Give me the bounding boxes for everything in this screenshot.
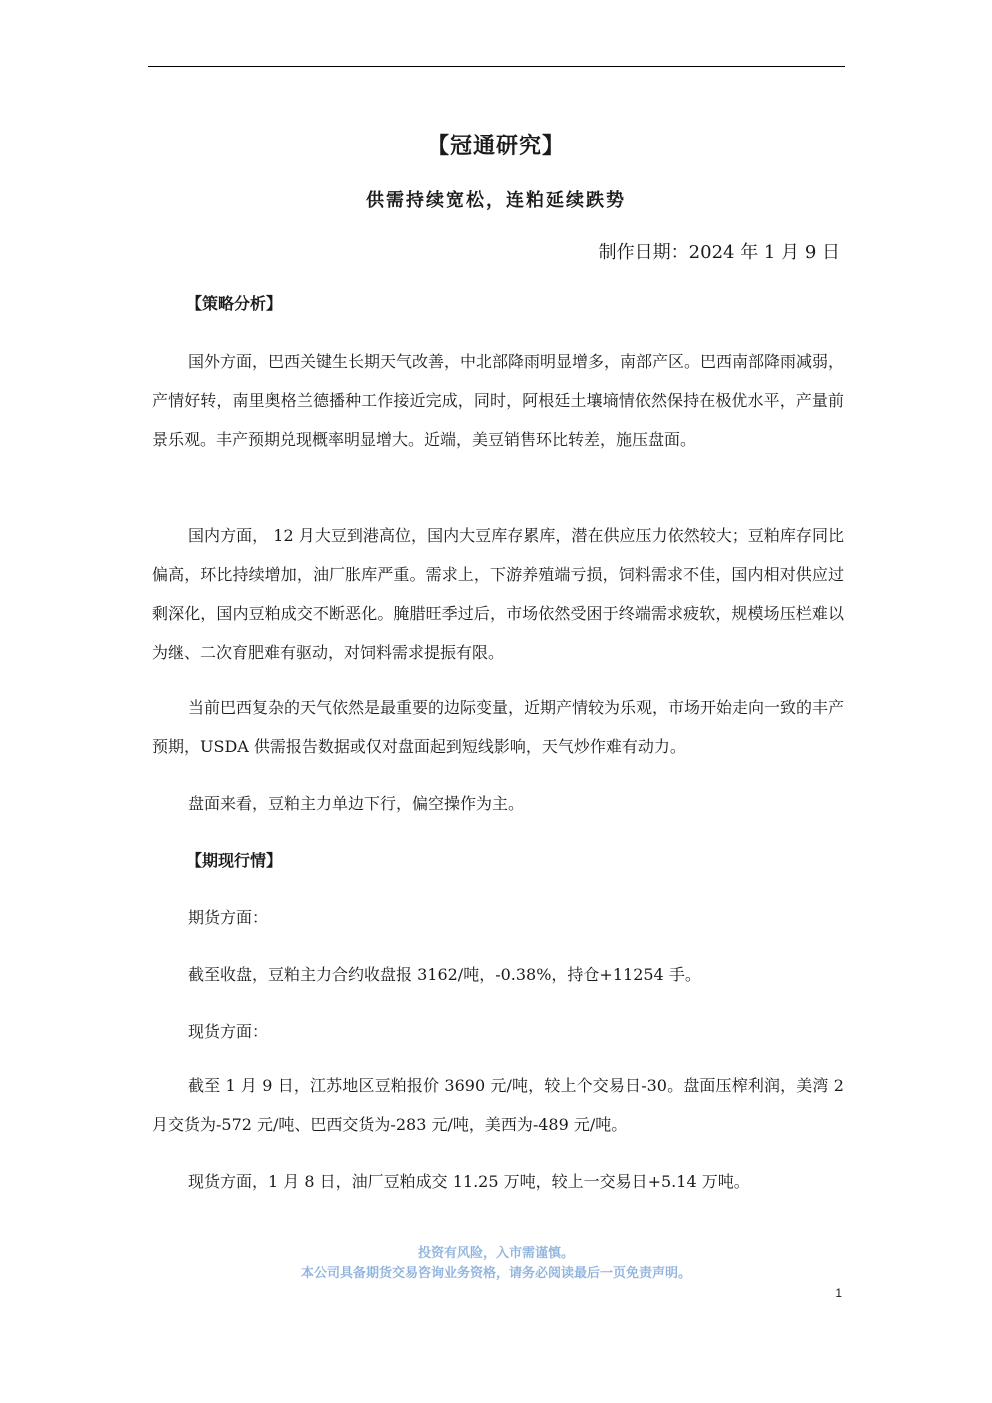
market-paragraph-spot-volume: 现货方面，1 月 8 日，油厂豆粕成交 11.25 万吨，较上一交易日+5.14 万吨。 (188, 1172, 750, 1191)
page-number: 1 (835, 1286, 842, 1300)
brand-title: 【冠通研究】 (426, 133, 565, 159)
market-paragraph-futures-close: 截至收盘，豆粕主力合约收盘报 3162/吨，-0.38%，持仓+11254 手。 (188, 965, 701, 984)
strategy-paragraph-foreign: 国外方面，巴西关键生长期天气改善，中北部降雨明显增多，南部产区。巴西南部降雨减弱，产情好转，南里奥格兰德播种工作接近完成，同时，阿根廷土壤墒情依然保持在极优水平，产量前景乐观。丰产预期兑现概率明显增大。近端，美豆销售环比转差，施压盘面。 (152, 352, 845, 449)
market-paragraph-futures-label: 期货方面： (188, 908, 269, 927)
strategy-paragraph-outlook: 盘面来看，豆粕主力单边下行，偏空操作为主。 (188, 794, 525, 813)
report-date: 制作日期：2024 年 1 月 9 日 (598, 242, 840, 263)
section-heading-market: 【期现行情】 (186, 851, 283, 870)
section-heading-strategy: 【策略分析】 (186, 294, 283, 313)
strategy-paragraph-weather: 当前巴西复杂的天气依然是最重要的边际变量，近期产情较为乐观，市场开始走向一致的丰产预期，USDA 供需报告数据或仅对盘面起到短线影响，天气炒作难有动力。 (152, 698, 845, 756)
market-paragraph-spot-label: 现货方面： (188, 1022, 269, 1041)
market-paragraph-spot-price: 截至 1 月 9 日，江苏地区豆粕报价 3690 元/吨，较上个交易日-30。盘面压榨利润，美湾 2 月交货为-572 元/吨、巴西交货为-283 元/吨，美西为-489 元/吨。 (152, 1076, 844, 1134)
strategy-paragraph-domestic: 国内方面， 12 月大豆到港高位，国内大豆库存累库，潜在供应压力依然较大；豆粕库存同比偏高，环比持续增加，油厂胀库严重。需求上，下游养殖端亏损，饲料需求不佳，国内相对供应过剩深化，国内豆粕成交不断恶化。腌腊旺季过后，市场依然受困于终端需求疲软，规模场压栏难以为继、二次育肥难有驱动，对饲料需求提振有限。 (152, 526, 844, 662)
header-rule (148, 66, 845, 67)
report-headline: 供需持续宽松，连粕延续跌势 (366, 190, 626, 211)
qualification-disclaimer: 本公司具备期货交易咨询业务资格，请务必阅读最后一页免责声明。 (300, 1266, 691, 1281)
risk-disclaimer: 投资有风险，入市需谨慎。 (417, 1246, 574, 1261)
